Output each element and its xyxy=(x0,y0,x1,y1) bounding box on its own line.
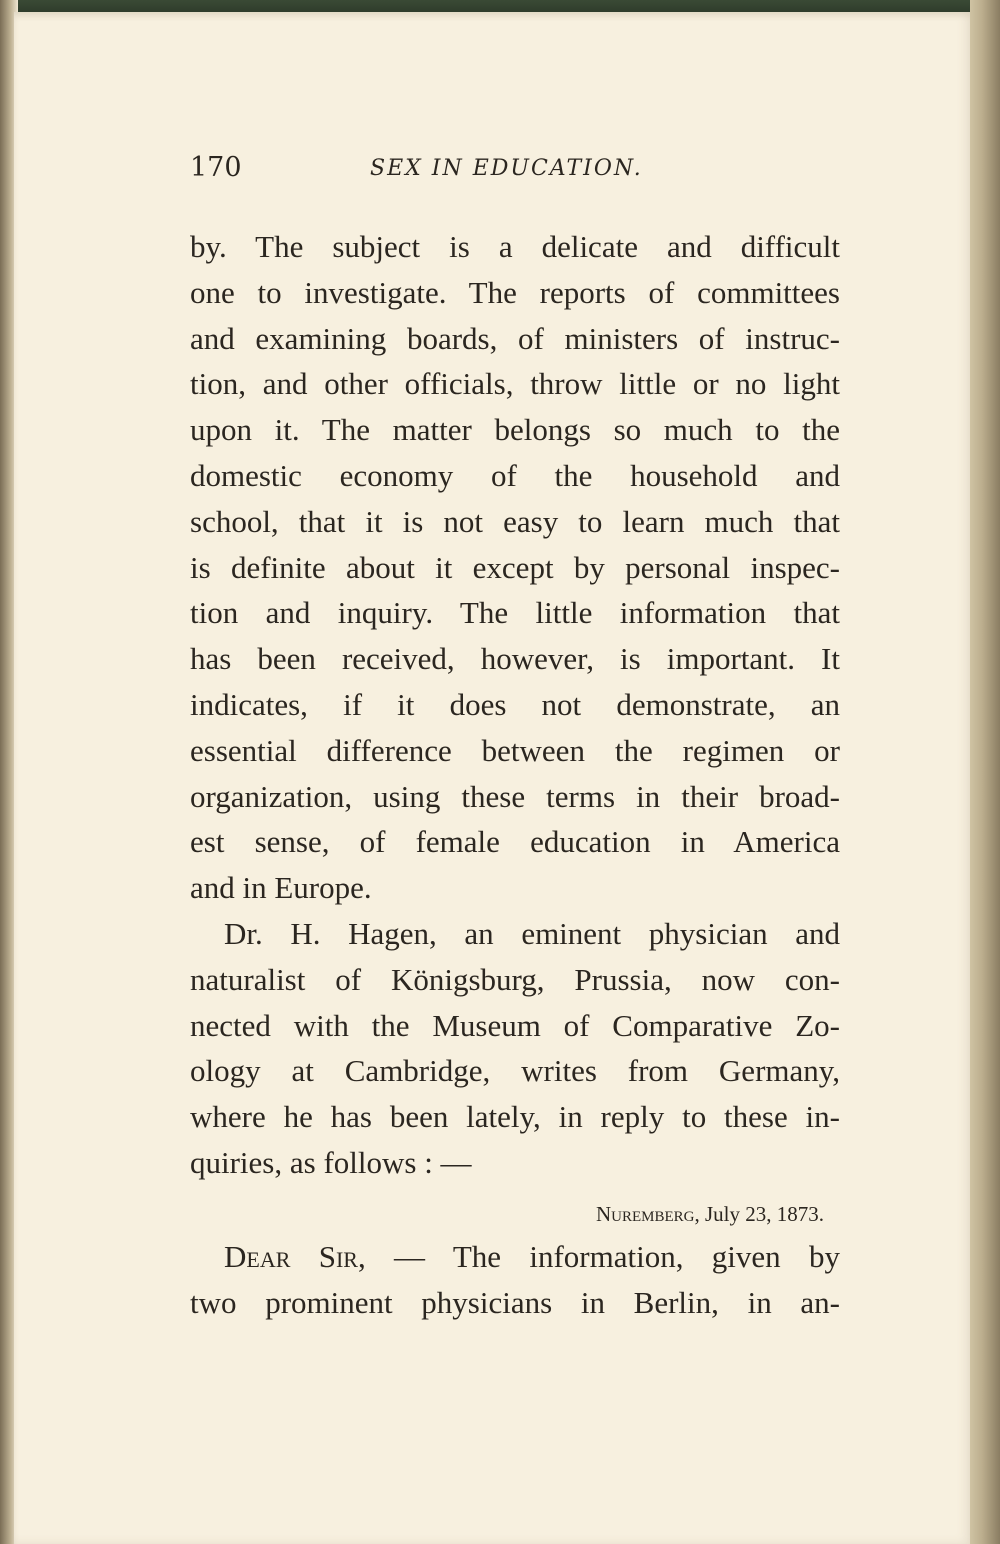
letter-text xyxy=(190,1234,840,1326)
text-line: ology at Cambridge, writes from Germany, xyxy=(190,1053,840,1089)
body-text xyxy=(190,224,840,1325)
dateline-date: July 23, 1873. xyxy=(704,1201,824,1226)
text-line: essential difference between the regimen or xyxy=(190,732,840,768)
letter-line xyxy=(190,1234,840,1280)
paragraph-1 xyxy=(190,224,840,911)
page-number: 170 xyxy=(190,152,242,183)
text-line: is definite about it except by personal inspec- xyxy=(190,549,840,585)
page-header xyxy=(190,152,840,196)
text-line: one to investigate. The reports of committees xyxy=(190,274,840,310)
text-line: nected with the Museum of Comparative Zo- xyxy=(190,1007,840,1043)
text-line: where he has been lately, in reply to these in- xyxy=(190,1099,840,1135)
text-line: naturalist of Königsburg, Prussia, now con- xyxy=(190,961,840,997)
text-line: and in Europe. xyxy=(190,870,372,906)
dateline-place: Nuremberg, xyxy=(595,1201,700,1226)
text-line: school, that it is not easy to learn much that xyxy=(190,503,840,539)
paragraph-2 xyxy=(190,911,840,1186)
text-line: tion and inquiry. The little information that xyxy=(190,595,840,631)
text-line: indicates, if it does not demonstrate, an xyxy=(190,686,840,722)
book-cover-edge-right xyxy=(970,0,1000,1544)
running-title: SEX IN EDUCATION. xyxy=(370,156,643,181)
text-line: tion, and other officials, throw little or no light xyxy=(190,366,840,402)
letter-line: two prominent physicians in Berlin, in an- xyxy=(190,1284,840,1320)
text-line: by. The subject is a delicate and difficult xyxy=(190,229,840,264)
text-line: upon it. The matter belongs so much to the xyxy=(190,412,840,448)
text-line: Dr. H. Hagen, an eminent physician and xyxy=(224,915,840,951)
letter-line-text: — The information, given by xyxy=(365,1238,840,1274)
text-line: domestic economy of the household and xyxy=(190,457,840,493)
text-line: has been received, however, is important. It xyxy=(190,641,840,677)
text-line: quiries, as follows : — xyxy=(190,1144,472,1180)
text-line: organization, using these terms in their broad- xyxy=(190,778,840,814)
text-line: and examining boards, of ministers of instruc- xyxy=(190,320,840,356)
letter-salutation: Dear Sir, xyxy=(224,1238,366,1274)
letter-dateline xyxy=(190,1186,840,1234)
text-line: est sense, of female education in America xyxy=(190,824,840,860)
